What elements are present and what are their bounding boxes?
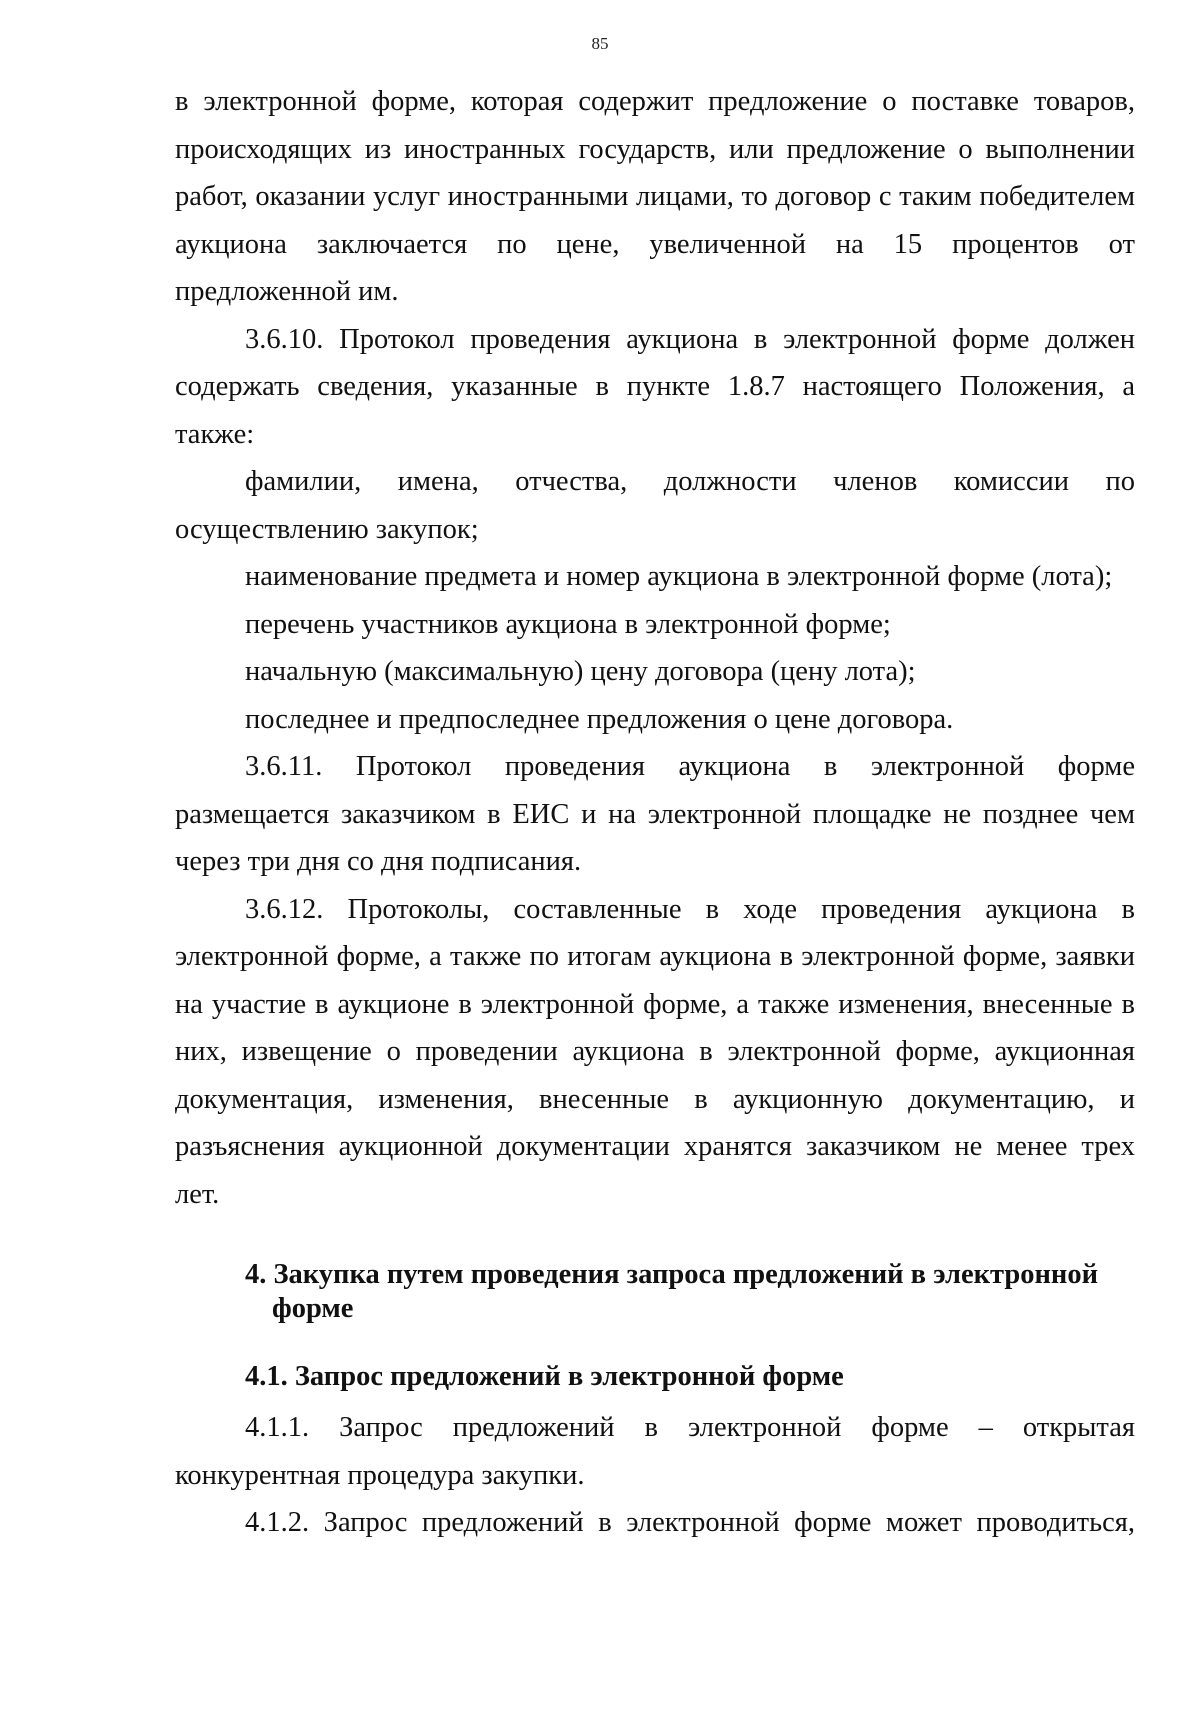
page-number: 85 <box>591 34 609 53</box>
subsection-heading-4-1: 4.1. Запрос предложений в электронной форме <box>245 1361 844 1392</box>
paragraph-3-6-10: 3.6.10. Протокол проведения аукциона в электронной форме должен содержать сведения, указанные в пункте 1.8.7 настоящего Положения, а также: <box>175 323 1135 450</box>
list-item: последнее и предпоследнее предложения о цене договора. <box>245 703 954 735</box>
section-heading-4: 4. Закупка путем проведения запроса предложений в электронной форме <box>245 1259 1099 1324</box>
list-item: перечень участников аукциона в электронной форме; <box>245 608 891 640</box>
paragraph-commission-members: фамилии, имена, отчества, должности членов комиссии по осуществлению закупок; <box>175 466 1135 545</box>
paragraph-continuation: в электронной форме, которая содержит предложение о поставке товаров, происходящих из иностранных государств, или предложение о выполнении работ, оказании услуг иностранными лицами, то договор с таким победителем аукциона заключается по цене, увеличенной на 15 процентов от предложенной им. <box>175 86 1135 307</box>
document-body <box>175 78 1135 1547</box>
paragraph-3-6-11: 3.6.11. Протокол проведения аукциона в электронной форме размещается заказчиком в ЕИС и на электронной площадке не позднее чем через три дня со дня подписания. <box>175 751 1135 877</box>
paragraph-3-6-12: 3.6.12. Протоколы, составленные в ходе проведения аукциона в электронной форме, а также по итогам аукциона в электронной форме, заявки на участие в аукционе в электронной форме, а также изменения, внесенные в них, извещение о проведении аукциона в электронной форме, аукционная документация, изменения, внесенные в аукционную документацию, и разъяснения аукционной документации хранятся заказчиком не менее трех лет. <box>175 893 1135 1210</box>
list-item: начальную (максимальную) цену договора (цену лота); <box>245 656 916 687</box>
list-item: наименование предмета и номер аукциона в электронной форме (лота); <box>245 561 1113 592</box>
paragraph-4-1-1: 4.1.1. Запрос предложений в электронной форме – открытая конкурентная процедура закупки. <box>175 1412 1135 1491</box>
paragraph-4-1-2: 4.1.2. Запрос предложений в электронной форме может проводиться, <box>245 1507 1135 1538</box>
